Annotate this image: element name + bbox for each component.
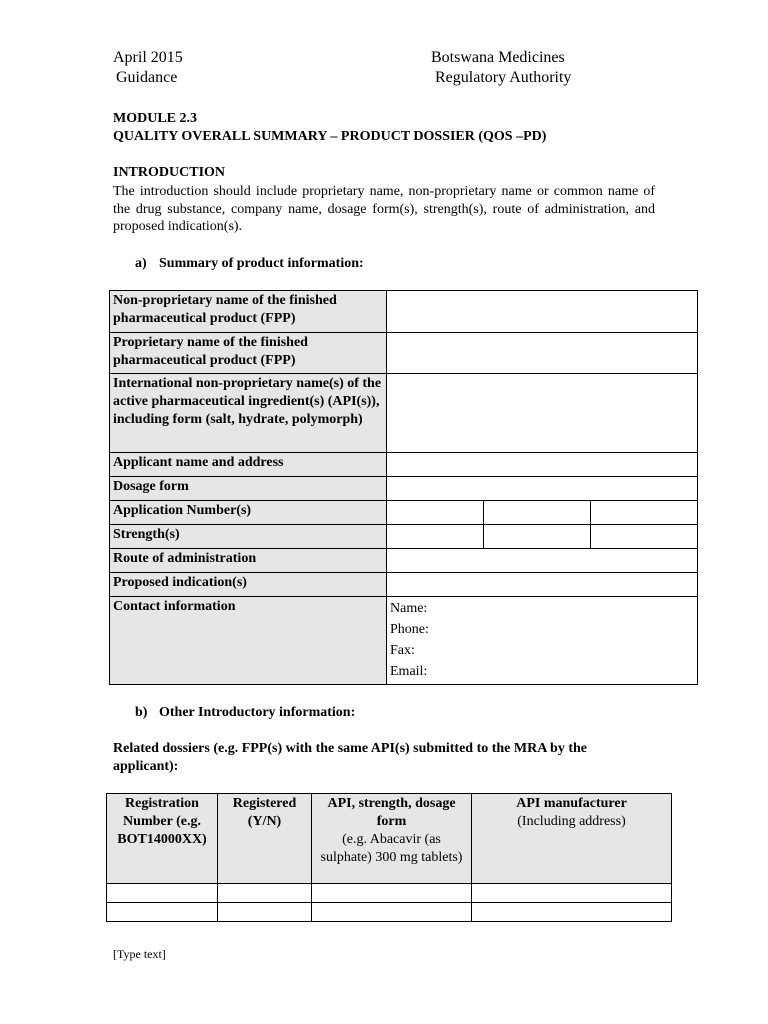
table-row xyxy=(110,333,698,374)
value-proprietary-cell[interactable] xyxy=(387,333,698,374)
col-header-api xyxy=(312,794,472,884)
table-row xyxy=(110,453,698,477)
related-cell-manufacturer-1[interactable] xyxy=(472,884,672,903)
value-route-cell[interactable] xyxy=(387,549,698,573)
value-indication-cell[interactable] xyxy=(387,573,698,597)
table-row xyxy=(110,597,698,685)
table-row xyxy=(110,549,698,573)
related-cell-regnum-1[interactable] xyxy=(107,884,218,903)
related-dossiers-text: Related dossiers (e.g. FPP(s) with the same API(s) submitted to the MRA by the applicant): xyxy=(113,741,588,774)
value-strength-cell-3[interactable] xyxy=(591,525,698,549)
row-label-appnum: Application Number(s) xyxy=(110,501,387,525)
footer-placeholder: [Type text] xyxy=(113,947,166,961)
value-appnum-cell-3[interactable] xyxy=(591,501,698,525)
value-dosage-cell[interactable] xyxy=(387,477,698,501)
row-label-strength: Strength(s) xyxy=(110,525,387,549)
related-cell-regnum-2[interactable] xyxy=(107,903,218,922)
table-row xyxy=(107,903,672,922)
row-label-proprietary: Proprietary name of the finished pharmaceutical product (FPP) xyxy=(110,333,387,374)
contact-name-label: Name: xyxy=(390,601,428,616)
value-strength-cell-1[interactable] xyxy=(387,525,484,549)
product-info-table xyxy=(109,290,698,685)
row-label-applicant: Applicant name and address xyxy=(110,453,387,477)
module-label: MODULE 2.3 xyxy=(113,111,197,126)
row-label-dosage: Dosage form xyxy=(110,477,387,501)
related-cell-registered-2[interactable] xyxy=(218,903,312,922)
value-strength-cell-2[interactable] xyxy=(484,525,591,549)
related-dossiers-table xyxy=(106,793,672,922)
table-row xyxy=(110,501,698,525)
page-title: QUALITY OVERALL SUMMARY – PRODUCT DOSSIER (QOS –PD) xyxy=(113,129,547,144)
contact-fax-label: Fax: xyxy=(390,643,415,658)
col-header-manufacturer-title: API manufacturer xyxy=(516,796,627,811)
value-inn-cell[interactable] xyxy=(387,374,698,453)
header-date: April 2015 xyxy=(113,49,183,66)
row-label-route: Route of administration xyxy=(110,549,387,573)
section-a-marker: a) xyxy=(135,256,147,271)
value-appnum-cell-1[interactable] xyxy=(387,501,484,525)
col-header-api-note: (e.g. Abacavir (as sulphate) 300 mg tablets) xyxy=(320,832,463,865)
related-cell-manufacturer-2[interactable] xyxy=(472,903,672,922)
table-row xyxy=(110,291,698,333)
col-header-manufacturer-note: (Including address) xyxy=(517,814,626,829)
col-header-manufacturer xyxy=(472,794,672,884)
table-row xyxy=(110,477,698,501)
col-header-regnum: Registration Number (e.g. BOT14000XX) xyxy=(107,794,218,884)
contact-email-label: Email: xyxy=(390,664,428,679)
related-cell-api-2[interactable] xyxy=(312,903,472,922)
value-applicant-cell[interactable] xyxy=(387,453,698,477)
intro-heading: INTRODUCTION xyxy=(113,165,226,180)
value-appnum-cell-2[interactable] xyxy=(484,501,591,525)
section-b-title: Other Introductory information: xyxy=(159,705,356,720)
header-doc-type: Guidance xyxy=(116,69,178,86)
table-header-row xyxy=(107,794,672,884)
intro-text: The introduction should include proprietary name, non-proprietary name or common name of the drug substance, company name, dosage form(s), strength(s), route of administration, and proposed indication(s). xyxy=(113,184,655,234)
contact-fields-cell[interactable] xyxy=(387,597,698,685)
related-cell-api-1[interactable] xyxy=(312,884,472,903)
table-row xyxy=(110,374,698,453)
row-label-inn: International non-proprietary name(s) of the active pharmaceutical ingredient(s) (API(s)), including form (salt, hydrate, polymorph) xyxy=(110,374,387,453)
header-org-line2: Regulatory Authority xyxy=(435,69,572,86)
col-header-registered: Registered (Y/N) xyxy=(218,794,312,884)
value-nonproprietary-cell[interactable] xyxy=(387,291,698,333)
row-label-indication: Proposed indication(s) xyxy=(110,573,387,597)
header-org-line1: Botswana Medicines xyxy=(431,49,565,66)
section-b-marker: b) xyxy=(135,705,148,720)
col-header-api-title: API, strength, dosage form xyxy=(327,796,456,829)
contact-phone-label: Phone: xyxy=(390,622,429,637)
table-row xyxy=(107,884,672,903)
table-row xyxy=(110,573,698,597)
row-label-nonproprietary: Non-proprietary name of the finished pharmaceutical product (FPP) xyxy=(110,291,387,333)
table-row xyxy=(110,525,698,549)
related-cell-registered-1[interactable] xyxy=(218,884,312,903)
section-a-title: Summary of product information: xyxy=(159,256,364,271)
row-label-contact: Contact information xyxy=(110,597,387,685)
